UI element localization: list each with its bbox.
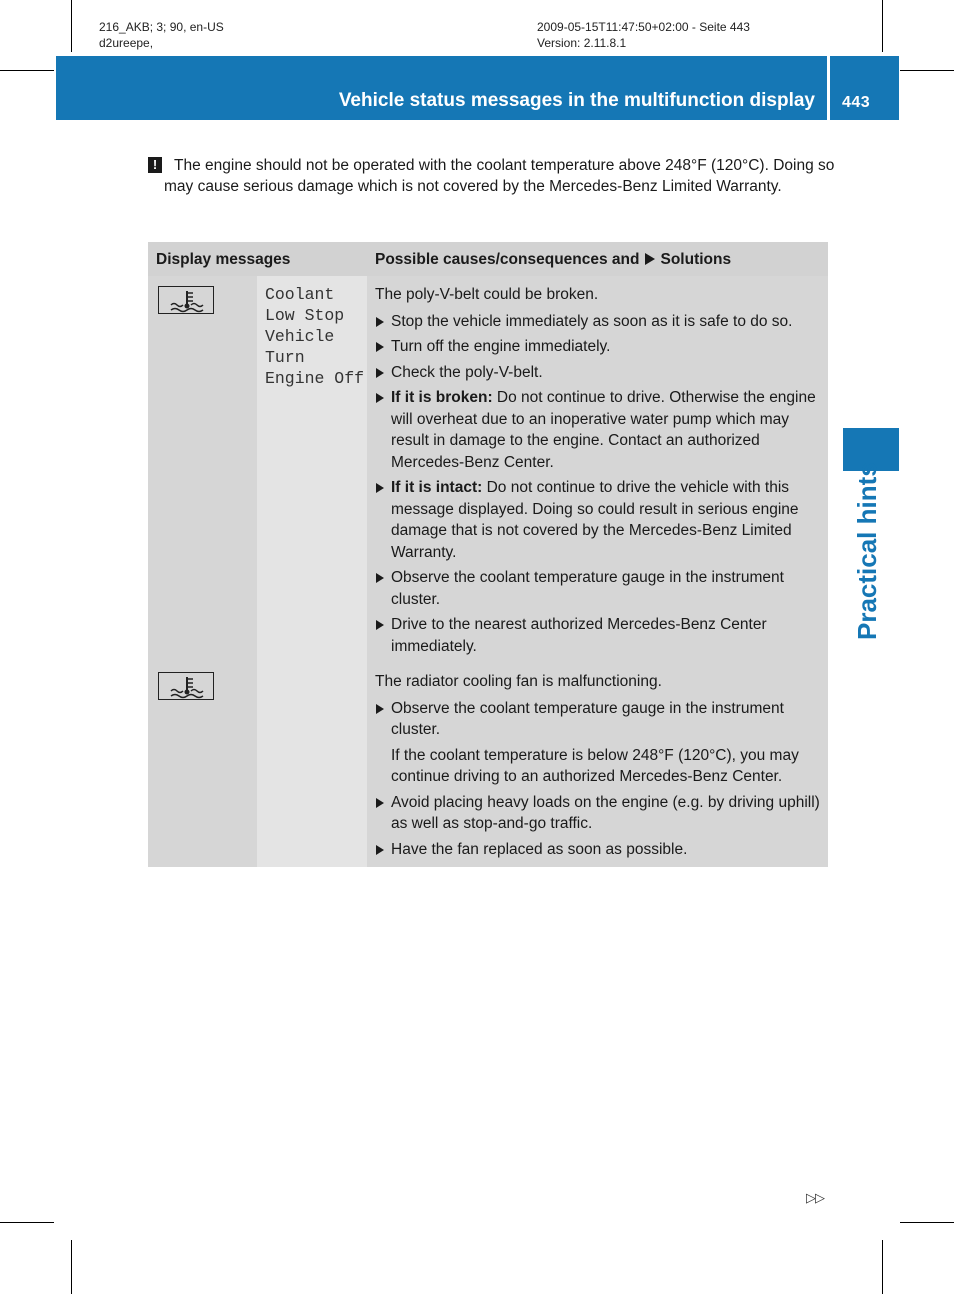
arrow-icon <box>376 573 384 583</box>
display-message-line: Engine Off <box>265 369 365 388</box>
solution-step: If it is broken: Do not continue to drive. Otherwise the engine will overheat due to an inoperative water pump which may result in damage to the engine. Contact an authorized Mercedes-Benz Center. <box>375 387 822 473</box>
cause-text: The poly-V-belt could be broken. <box>375 286 599 303</box>
arrow-icon <box>645 253 655 265</box>
status-messages-table <box>148 242 828 867</box>
warning-text: The engine should not be operated with the coolant temperature above 248°F (120°C). Doing so may cause serious damage which is not covered by the Mercedes-Benz Limited Warranty. <box>164 157 835 195</box>
warning-icon: ! <box>148 157 162 173</box>
arrow-icon <box>376 393 384 403</box>
crop-mark <box>900 70 954 71</box>
crop-mark <box>0 1222 54 1223</box>
display-message-line: Low Stop <box>265 306 345 325</box>
page-title: Vehicle status messages in the multifunction display <box>338 90 815 111</box>
solution-note: If the coolant temperature is below 248°F (120°C), you may continue driving to an authorized Mercedes-Benz Center. <box>391 746 799 785</box>
column-header-text: Solutions <box>660 251 732 268</box>
solution-step: If it is intact: Do not continue to drive the vehicle with this message displayed. Doing so could result in serious engine damage that is not covered by the Mercedes-Benz Limited Warranty. <box>375 477 822 563</box>
crop-mark <box>882 1240 883 1294</box>
arrow-icon <box>376 620 384 630</box>
arrow-icon <box>376 483 384 493</box>
cause-text: The radiator cooling fan is malfunctioning. <box>375 673 662 690</box>
crop-mark <box>71 0 72 52</box>
solution-step: Check the poly-V-belt. <box>375 362 822 384</box>
column-header <box>367 242 828 276</box>
print-meta-left <box>99 19 224 51</box>
crop-mark <box>900 1222 954 1223</box>
display-message-cell <box>257 662 367 867</box>
crop-mark <box>71 1240 72 1294</box>
table-row <box>148 276 828 662</box>
solution-step: Stop the vehicle immediately as soon as it is safe to do so. <box>375 311 822 333</box>
display-icon-cell <box>148 662 257 867</box>
display-message-cell <box>257 276 367 662</box>
chapter-label: Practical hints <box>852 462 882 640</box>
arrow-icon <box>376 368 384 378</box>
solutions-cell <box>367 662 828 867</box>
solution-step: Turn off the engine immediately. <box>375 336 822 358</box>
warning-note <box>148 155 838 197</box>
solution-step: Drive to the nearest authorized Mercedes-Benz Center immediately. <box>375 614 822 657</box>
meta-line: 2009-05-15T11:47:50+02:00 - Seite 443 <box>537 20 750 34</box>
page-number-box <box>830 56 899 120</box>
coolant-temperature-icon <box>158 672 214 700</box>
solutions-cell <box>367 276 828 662</box>
arrow-icon <box>376 845 384 855</box>
arrow-icon <box>376 704 384 714</box>
solution-step: Avoid placing heavy loads on the engine (e.g. by driving uphill) as well as stop-and-go traffic. <box>375 792 822 835</box>
solution-step: Observe the coolant temperature gauge in the instrument cluster. <box>375 698 822 741</box>
arrow-icon <box>376 317 384 327</box>
column-header: Display messages <box>156 251 291 268</box>
meta-line: 216_AKB; 3; 90, en-US <box>99 20 224 34</box>
continued-arrows-icon: ▷▷ <box>806 1190 824 1205</box>
table-header <box>148 242 828 276</box>
column-header-text: Possible causes/consequences and <box>375 251 640 268</box>
crop-mark <box>0 70 54 71</box>
solution-step: Observe the coolant temperature gauge in the instrument cluster. <box>375 567 822 610</box>
solution-step: Have the fan replaced as soon as possible. <box>375 839 822 861</box>
page-number: 443 <box>842 94 871 111</box>
crop-mark <box>882 0 883 52</box>
display-message-line: Vehicle <box>265 327 335 346</box>
print-meta-right <box>537 19 750 51</box>
display-message-line: Coolant <box>265 285 335 304</box>
section-header-bar <box>56 56 827 120</box>
arrow-icon <box>376 342 384 352</box>
display-icon-cell <box>148 276 257 662</box>
meta-line: d2ureepe, <box>99 36 154 50</box>
meta-line: Version: 2.11.8.1 <box>537 36 627 50</box>
coolant-temperature-icon <box>158 286 214 314</box>
arrow-icon <box>376 798 384 808</box>
display-message-line: Turn <box>265 348 305 367</box>
table-row <box>148 662 828 867</box>
